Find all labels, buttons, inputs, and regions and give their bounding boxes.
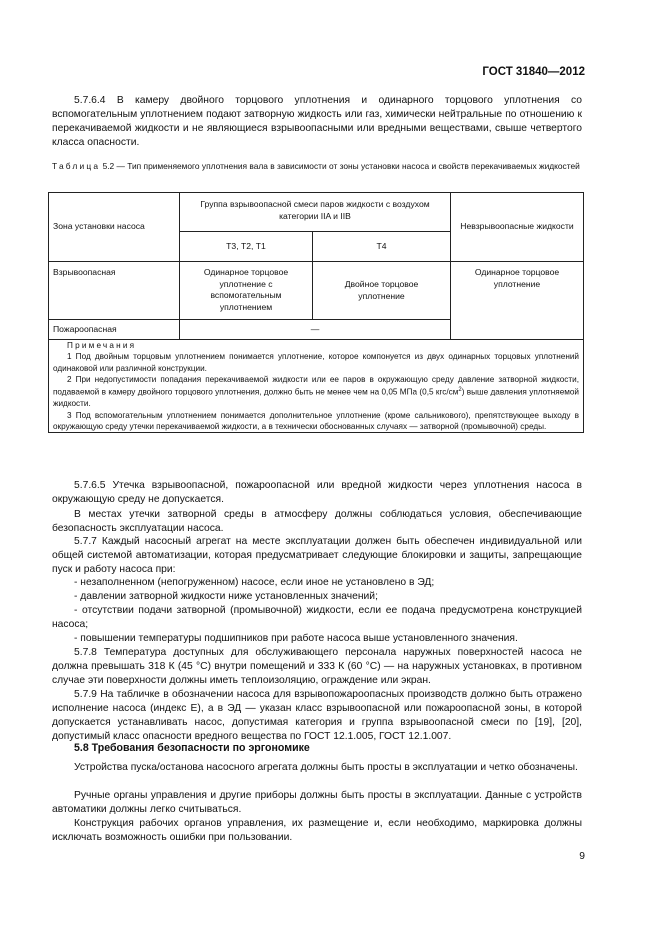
row-fire-dash: —	[180, 320, 451, 340]
list-item-2: - давлении затворной жидкости ниже установленных значений;	[74, 591, 378, 602]
row-explosive-t3-t2-t1: Одинарное торцовое уплотнение с вспомогательным уплотнением	[180, 262, 313, 320]
document-id: ГОСТ 31840—2012	[482, 66, 585, 78]
row-explosive-t4: Двойное торцовое уплотнение	[313, 262, 451, 320]
row-explosive-nonexplosive: Одинарное торцовое уплотнение	[451, 262, 584, 340]
list-item-4: - повышении температуры подшипников при работе насоса выше установленного значения.	[74, 633, 518, 644]
paragraph-5-7-6-4: 5.7.6.4 В камеру двойного торцового уплотнения и одинарного торцового уплотнения со вспомогательным уплотнением подают затворную жидкость или газ, химически нейтральные по отношению к перекачиваемой жидкости и не являющиеся взрывоопасными или вредными веществами, свыше четвертого класса опасности.	[52, 95, 582, 148]
paragraph-5-7-9: 5.7.9 На табличке в обозначении насоса для взрывопожароопасных производств должно быть отражено исполнение насоса (индекс Е), а в ЭД — указан класс взрывоопасной или пожароопасной зоны, в которой допускается устанавливать насос, допустимая категория и группа взрывоопасной смеси по [19], [20], допустимый класс опасности вредного вещества по ГОСТ 12.1.005, ГОСТ 12.1.007.	[52, 689, 582, 742]
note-1: 1 Под двойным торцовым уплотнением понимается уплотнение, которое компонуется из двух одинарных торцовых уплотнений одинаковой или различной конструкции.	[53, 352, 579, 373]
list-item-3: - отсутствии подачи затворной (промывочной) жидкости, если ее подача предусмотрена конструкцией насоса;	[52, 605, 582, 630]
note-2	[53, 374, 579, 410]
header-group: Группа взрывоопасной смеси паров жидкости с воздухом категории IIA и IIB	[180, 193, 451, 232]
notes-title: Примечания	[67, 341, 137, 350]
note-3: 3 Под вспомогательным уплотнением понимается дополнительное уплотнение (кроме сальникового), препятствующее выходу в окружающую среду утечки перекачиваемой жидкости, а в технически обоснованных случаях — затворной (промывочной) среды.	[53, 410, 579, 431]
note-2-text-end: ) выше давления уплотняемой жидкости.	[53, 387, 580, 409]
list-item-1: - незаполненном (непогруженном) насосе, если иное не установлено в ЭД;	[74, 577, 435, 588]
paragraph-5-8-manual-controls: Ручные органы управления и другие приборы должны быть просты в эксплуатации. Данные с устройств автоматики должны легко считываться.	[52, 790, 582, 815]
table-notes	[49, 340, 584, 433]
paragraph-5-7-7: 5.7.7 Каждый насосный агрегат на месте эксплуатации должен быть обеспечен индивидуальной или общей системой автоматизации, которая предусматривает следующие блокировки и защиты, запрещающие пуск и работу насоса при:	[52, 536, 582, 575]
header-t4: Т4	[313, 232, 451, 262]
header-t3-t2-t1: Т3, Т2, Т1	[180, 232, 313, 262]
header-zone: Зона установки насоса	[49, 193, 180, 262]
paragraph-5-8-start-stop: Устройства пуска/останова насосного агрегата должны быть просты в эксплуатации и четко обозначены.	[74, 762, 578, 773]
seal-type-table	[48, 192, 584, 433]
row-explosive-zone: Взрывоопасная	[49, 262, 180, 320]
section-heading-5-8: 5.8 Требования безопасности по эргономике	[74, 742, 310, 754]
paragraph-leak-conditions: В местах утечки затворной среды в атмосферу должны соблюдаться условия, обеспечивающие безопасность эксплуатации насоса.	[52, 509, 582, 534]
note-2-superscript: 2	[458, 387, 462, 394]
header-nonexplosive: Невзрывоопасные жидкости	[451, 193, 584, 262]
row-fire-zone: Пожароопасная	[49, 320, 180, 340]
table-caption-word: Таблица	[52, 161, 101, 171]
page-number: 9	[579, 851, 585, 862]
paragraph-5-7-6-5: 5.7.6.5 Утечка взрывоопасной, пожароопасной или вредной жидкости через уплотнения насоса в окружающую среду не допускается.	[52, 480, 582, 505]
table-caption	[52, 160, 582, 173]
paragraph-5-8-control-design: Конструкция рабочих органов управления, их размещение и, если необходимо, маркировка должны исключать возможность ошибки при пользовании.	[52, 818, 582, 843]
note-2-text: 2 При недопустимости попадания перекачиваемой жидкости или ее паров в окружающую среду давление затворной жидкости, подаваемой в камеру двойного торцового уплотнения, должно быть не менее чем на 0,05 МПа (0,5 кгс/см	[53, 374, 579, 397]
table-caption-text: 5.2 — Тип применяемого уплотнения вала в зависимости от зоны установки насоса и свойств перекачиваемых жидкостей	[100, 161, 580, 171]
paragraph-5-7-8: 5.7.8 Температура доступных для обслуживающего персонала наружных поверхностей насоса не должна превышать 318 К (45 °С) внутри помещений и 333 К (60 °С) — на наружных установках, в противном случае эти поверхности должны иметь теплоизоляцию, ограждение или экран.	[52, 647, 582, 686]
